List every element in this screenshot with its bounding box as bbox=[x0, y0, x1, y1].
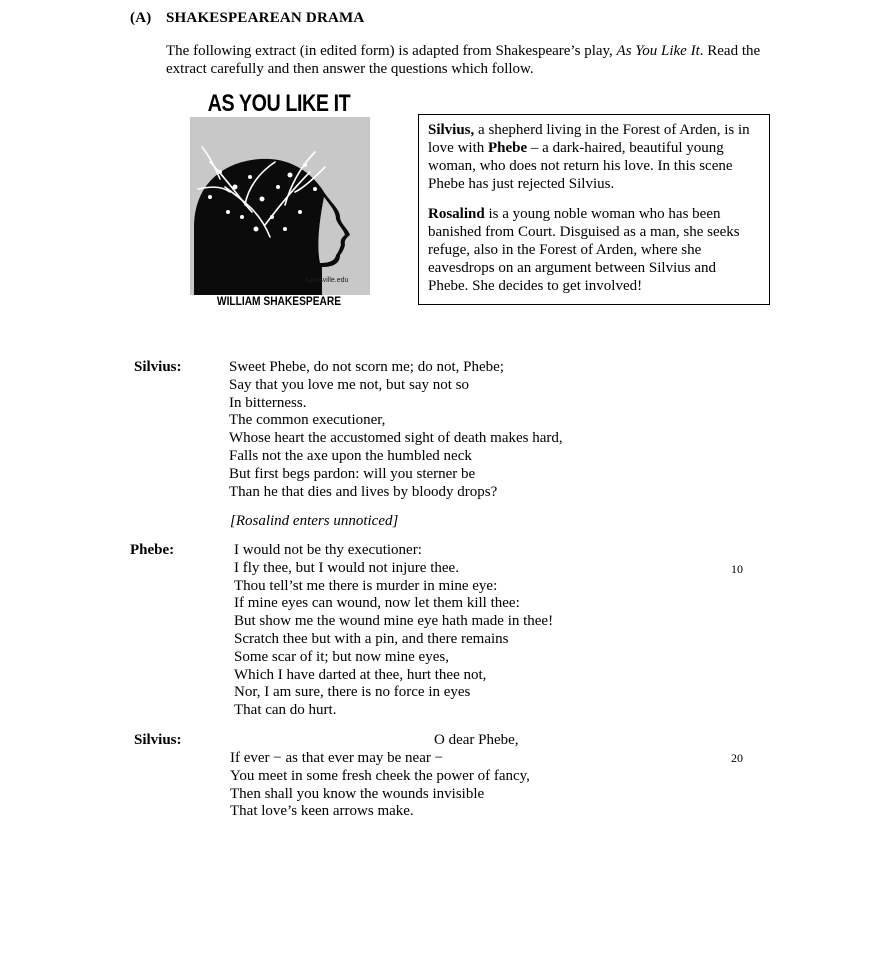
verse-line: But first begs pardon: will you sterner be bbox=[229, 465, 476, 482]
verse-line: Thou tell’st me there is murder in mine eye: bbox=[234, 577, 498, 594]
speaker-silvius-2: Silvius: bbox=[134, 732, 182, 748]
verse-line: Whose heart the accustomed sight of death makes hard, bbox=[229, 430, 563, 447]
verse-line: I fly thee, but I would not injure thee. bbox=[234, 559, 459, 576]
verse-line-indented: O dear Phebe, bbox=[434, 732, 519, 748]
speaker-silvius: Silvius: bbox=[134, 359, 182, 375]
verse-line: Nor, I am sure, there is no force in eyes bbox=[234, 684, 471, 701]
info-silvius-phebe bbox=[428, 121, 759, 193]
line-number-20: 20 bbox=[731, 751, 743, 765]
verse-line: Sweet Phebe, do not scorn me; do not, Phebe; bbox=[229, 359, 504, 375]
verse-line: If ever − as that ever may be near − bbox=[230, 750, 444, 766]
verse-line: That love’s keen arrows make. bbox=[230, 803, 414, 820]
cover-title: AS YOU LIKE IT bbox=[207, 90, 351, 117]
section-title: SHAKESPEAREAN DRAMA bbox=[166, 10, 365, 26]
speech-silvius-2 bbox=[230, 750, 530, 821]
verse-line: The common executioner, bbox=[229, 412, 386, 429]
info-name-silvius: Silvius, bbox=[428, 122, 475, 138]
speech-silvius-1 bbox=[229, 359, 563, 501]
intro-text-start: The following extract (in edited form) is adapted from Shakespeare’s play, bbox=[166, 43, 617, 59]
verse-line: Which I have darted at thee, hurt thee not, bbox=[234, 666, 487, 683]
book-cover bbox=[186, 90, 372, 312]
info-rosalind bbox=[428, 205, 759, 295]
verse-line: Than he that dies and lives by bloody drops? bbox=[229, 483, 498, 500]
info-name-rosalind: Rosalind bbox=[428, 206, 485, 222]
cover-author: WILLIAM SHAKESPEARE bbox=[216, 294, 342, 308]
info-text: is a young noble woman who has been banished from Court. Disguised as a man, she seeks refuge, also in the Forest of Arden, where she eavesdrops on an argument between Silvius and Phebe. She decides to get involved! bbox=[428, 206, 740, 294]
play-title: As You Like It bbox=[616, 43, 700, 59]
verse-line: If mine eyes can wound, now let them kill thee: bbox=[234, 595, 520, 612]
verse-line: Falls not the axe upon the humbled neck bbox=[229, 447, 472, 464]
line-number-10: 10 bbox=[731, 562, 743, 576]
section-label: (A) bbox=[130, 10, 152, 26]
verse-line: Scratch thee but with a pin, and there remains bbox=[234, 630, 509, 647]
verse-line: Say that you love me not, but say not so bbox=[229, 376, 469, 393]
verse-line: In bitterness. bbox=[229, 394, 307, 411]
info-text: a shepherd living in the Forest of Arden, is in love with bbox=[428, 122, 750, 156]
intro-text-end: . Read the extract carefully and then answer the questions which follow. bbox=[166, 43, 761, 77]
speech-phebe bbox=[234, 542, 553, 720]
verse-line: But show me the wound mine eye hath made in thee! bbox=[234, 613, 554, 630]
verse-line: That can do hurt. bbox=[234, 702, 337, 719]
verse-line: You meet in some fresh cheek the power of fancy, bbox=[230, 767, 530, 784]
verse-line: I would not be thy executioner: bbox=[234, 542, 422, 558]
section-heading bbox=[130, 10, 364, 27]
verse-line: Then shall you know the wounds invisible bbox=[230, 785, 485, 802]
intro-paragraph bbox=[166, 42, 776, 78]
info-name-phebe: Phebe bbox=[488, 140, 528, 156]
verse-line: Some scar of it; but now mine eyes, bbox=[234, 648, 449, 665]
cover-watermark: Louisville.edu bbox=[306, 277, 349, 284]
character-info-box bbox=[418, 114, 770, 305]
speaker-phebe: Phebe: bbox=[130, 542, 175, 558]
info-text: – a dark-haired, beautiful young woman, who does not return his love. In this scene Phebe has just rejected Silvius. bbox=[428, 140, 733, 192]
stage-direction: [Rosalind enters unnoticed] bbox=[230, 513, 399, 529]
